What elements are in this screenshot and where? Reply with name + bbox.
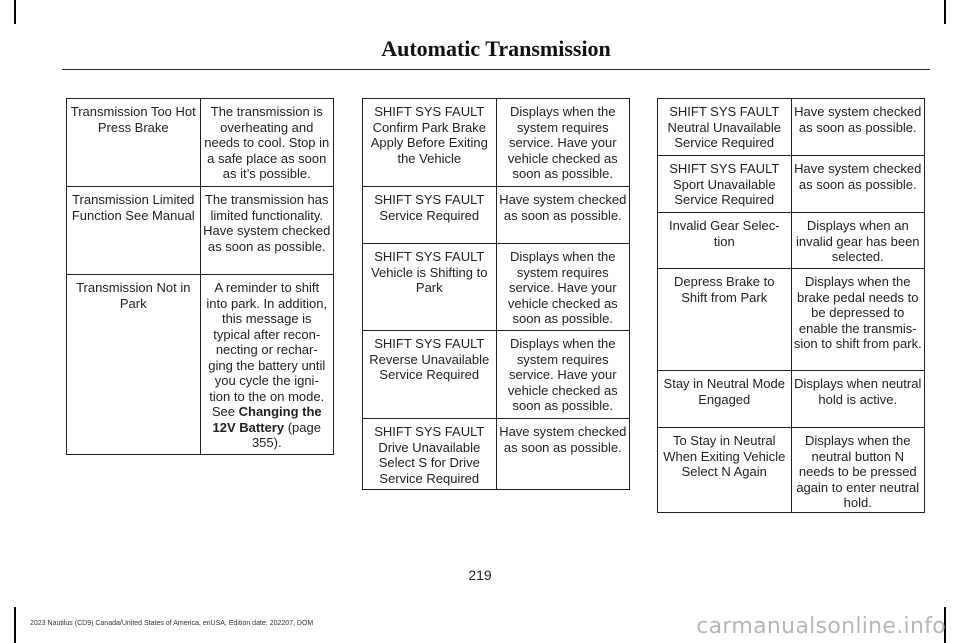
table-row <box>658 269 925 371</box>
crop-mark-top-left <box>14 0 16 24</box>
action-cell <box>200 275 333 455</box>
action-cell: Displays when the system requires service. Have your vehicle checked as soon as possible. <box>496 99 629 187</box>
message-table-3 <box>657 98 925 513</box>
message-cell: SHIFT SYS FAULT Service Required <box>363 187 497 244</box>
action-text: A reminder to shift into park. In addition, this message is typical after recon- necting or rechar- ging the battery until you cycle the igni- tion to the on mode. See <box>206 280 328 419</box>
message-cell: Invalid Gear Selec- tion <box>658 213 792 269</box>
table-row <box>363 244 630 331</box>
table-row <box>363 419 630 490</box>
action-cell: Displays when the neutral button N needs to be pressed again to enter neutral hold. <box>796 433 920 510</box>
crop-mark-bottom-left <box>14 607 16 643</box>
action-cell: Displays when the brake pedal needs to be depressed to enable the transmis- sion to shift from park. <box>791 269 924 371</box>
table-row <box>67 275 334 455</box>
table-row <box>658 371 925 428</box>
message-cell: Transmission Not in Park <box>67 275 201 455</box>
action-cell: Displays when neutral hold is active. <box>791 371 924 428</box>
message-cell: Transmission Too Hot Press Brake <box>67 99 201 187</box>
message-cell: Depress Brake to Shift from Park <box>658 269 792 371</box>
message-cell: SHIFT SYS FAULT Drive Unavailable Select S for Drive Service Required <box>363 419 497 490</box>
action-cell: The transmission has limited functionality. Have system checked as soon as possible. <box>200 187 333 275</box>
table-row <box>363 331 630 419</box>
action-cell: The transmission is overheating and needs to cool. Stop in a safe place as soon as it’s possible. <box>200 99 333 187</box>
message-cell: SHIFT SYS FAULT Reverse Unavailable Service Required <box>363 331 497 419</box>
header-rule <box>62 69 930 70</box>
message-cell: SHIFT SYS FAULT Neutral Unavailable Service Required <box>658 99 792 156</box>
table-row <box>67 187 334 275</box>
watermark: carmanualsonline.info <box>696 614 946 639</box>
action-cell: Have system checked as soon as possible. <box>791 99 924 156</box>
message-cell: Transmission Limited Function See Manual <box>67 187 201 275</box>
action-cell: Displays when an invalid gear has been selected. <box>791 213 924 269</box>
footer-edition-text: 2023 Nautilus (CD9) Canada/United States of America, enUSA, Edition date: 202207, DOM <box>30 620 314 627</box>
cross-reference-link[interactable]: Changing the 12V Battery <box>212 404 322 435</box>
table-row <box>658 428 925 513</box>
message-table-2 <box>362 98 630 490</box>
table-row <box>658 213 925 269</box>
page-number: 219 <box>468 567 492 583</box>
message-cell: SHIFT SYS FAULT Confirm Park Brake Apply Before Exiting the Vehicle <box>363 99 497 187</box>
crop-mark-top-right <box>944 0 946 24</box>
table-row <box>658 156 925 213</box>
table-row <box>658 99 925 156</box>
message-cell: SHIFT SYS FAULT Sport Unavailable Service Required <box>658 156 792 213</box>
page-reference: (page 355). <box>251 419 321 450</box>
table-row <box>363 99 630 187</box>
table-row <box>363 187 630 244</box>
action-cell: Have system checked as soon as possible. <box>499 424 627 455</box>
action-cell: Displays when the system requires service. Have your vehicle checked as soon as possible. <box>496 331 629 419</box>
action-cell: Have system checked as soon as possible. <box>496 187 629 244</box>
action-cell: Have system checked as soon as possible. <box>791 156 924 213</box>
message-cell: To Stay in Neutral When Exiting Vehicle Select N Again <box>658 428 792 513</box>
action-cell: Displays when the system requires service. Have your vehicle checked as soon as possible. <box>496 244 629 331</box>
message-table-1 <box>66 98 334 455</box>
message-cell: Stay in Neutral Mode Engaged <box>658 371 792 428</box>
table-row <box>67 99 334 187</box>
message-cell: SHIFT SYS FAULT Vehicle is Shifting to Park <box>363 244 497 331</box>
page-title: Automatic Transmission <box>381 36 611 61</box>
